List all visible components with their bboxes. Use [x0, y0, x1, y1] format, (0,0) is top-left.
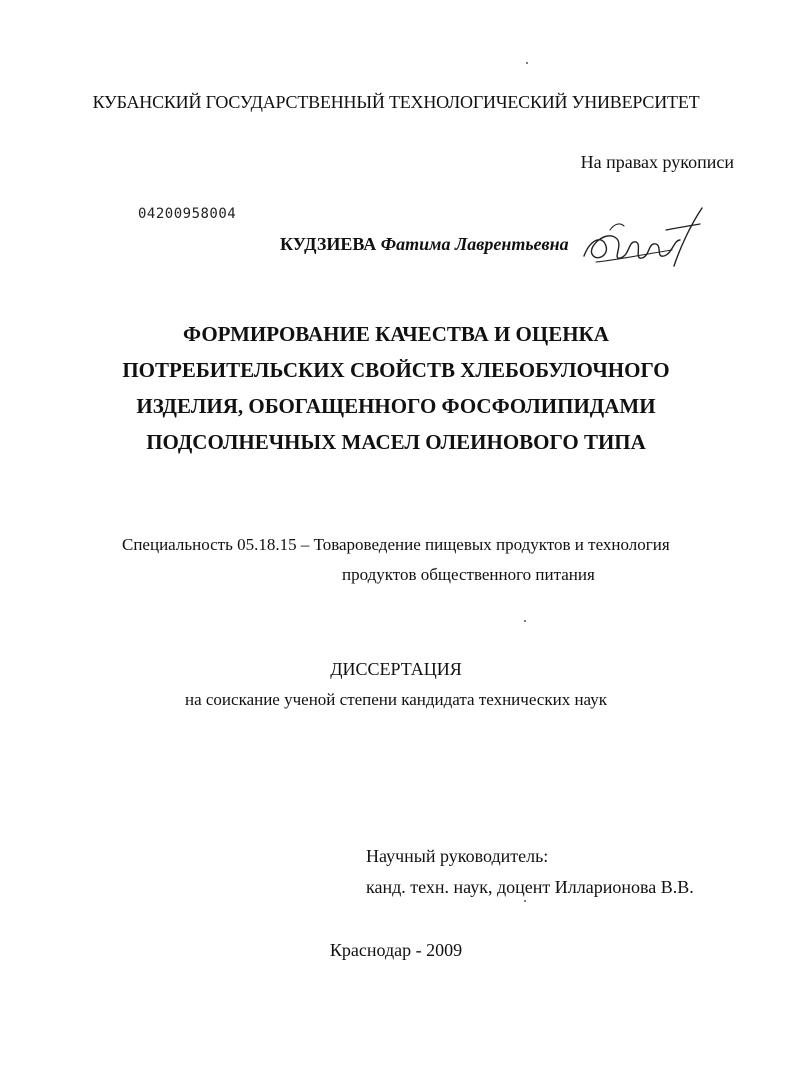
document-type: ДИССЕРТАЦИЯ — [330, 659, 462, 679]
city-year: Краснодар - 2009 — [329, 940, 463, 960]
title-line: ПОТРЕБИТЕЛЬСКИХ СВОЙСТВ ХЛЕБОБУЛОЧНОГО — [122, 358, 670, 382]
advisor-name: канд. техн. наук, доцент Илларионова В.В. — [366, 877, 694, 897]
scan-speck — [524, 620, 526, 622]
title-line: ПОДСОЛНЕЧНЫХ МАСЕЛ ОЛЕИНОВОГО ТИПА — [146, 430, 646, 454]
signature-image — [576, 200, 716, 280]
degree-line: на соискание ученой степени кандидата технических наук — [184, 690, 607, 709]
advisor-label: Научный руководитель: — [366, 846, 549, 866]
university-name: КУБАНСКИЙ ГОСУДАРСТВЕННЫЙ ТЕХНОЛОГИЧЕСКИЙ УНИВЕРСИТЕТ — [92, 92, 700, 112]
scan-speck — [526, 62, 528, 64]
title-line: ИЗДЕЛИЯ, ОБОГАЩЕННОГО ФОСФОЛИПИДАМИ — [136, 394, 656, 418]
title-line: ФОРМИРОВАНИЕ КАЧЕСТВА И ОЦЕНКА — [183, 322, 609, 346]
dissertation-title — [0, 316, 792, 460]
manuscript-note: На правах рукописи — [580, 152, 734, 172]
author-given-names: Фатима Лаврентьевна — [380, 234, 569, 254]
document-number-stamp: 04200958004 — [138, 206, 237, 222]
author-surname: КУДЗИЕВА — [280, 234, 377, 254]
author-name — [280, 234, 569, 255]
specialty-line: Специальность 05.18.15 – Товароведение пищевых продуктов и технология — [122, 535, 670, 554]
scan-speck — [524, 900, 526, 902]
specialty-line-continued: продуктов общественного питания — [342, 565, 595, 584]
